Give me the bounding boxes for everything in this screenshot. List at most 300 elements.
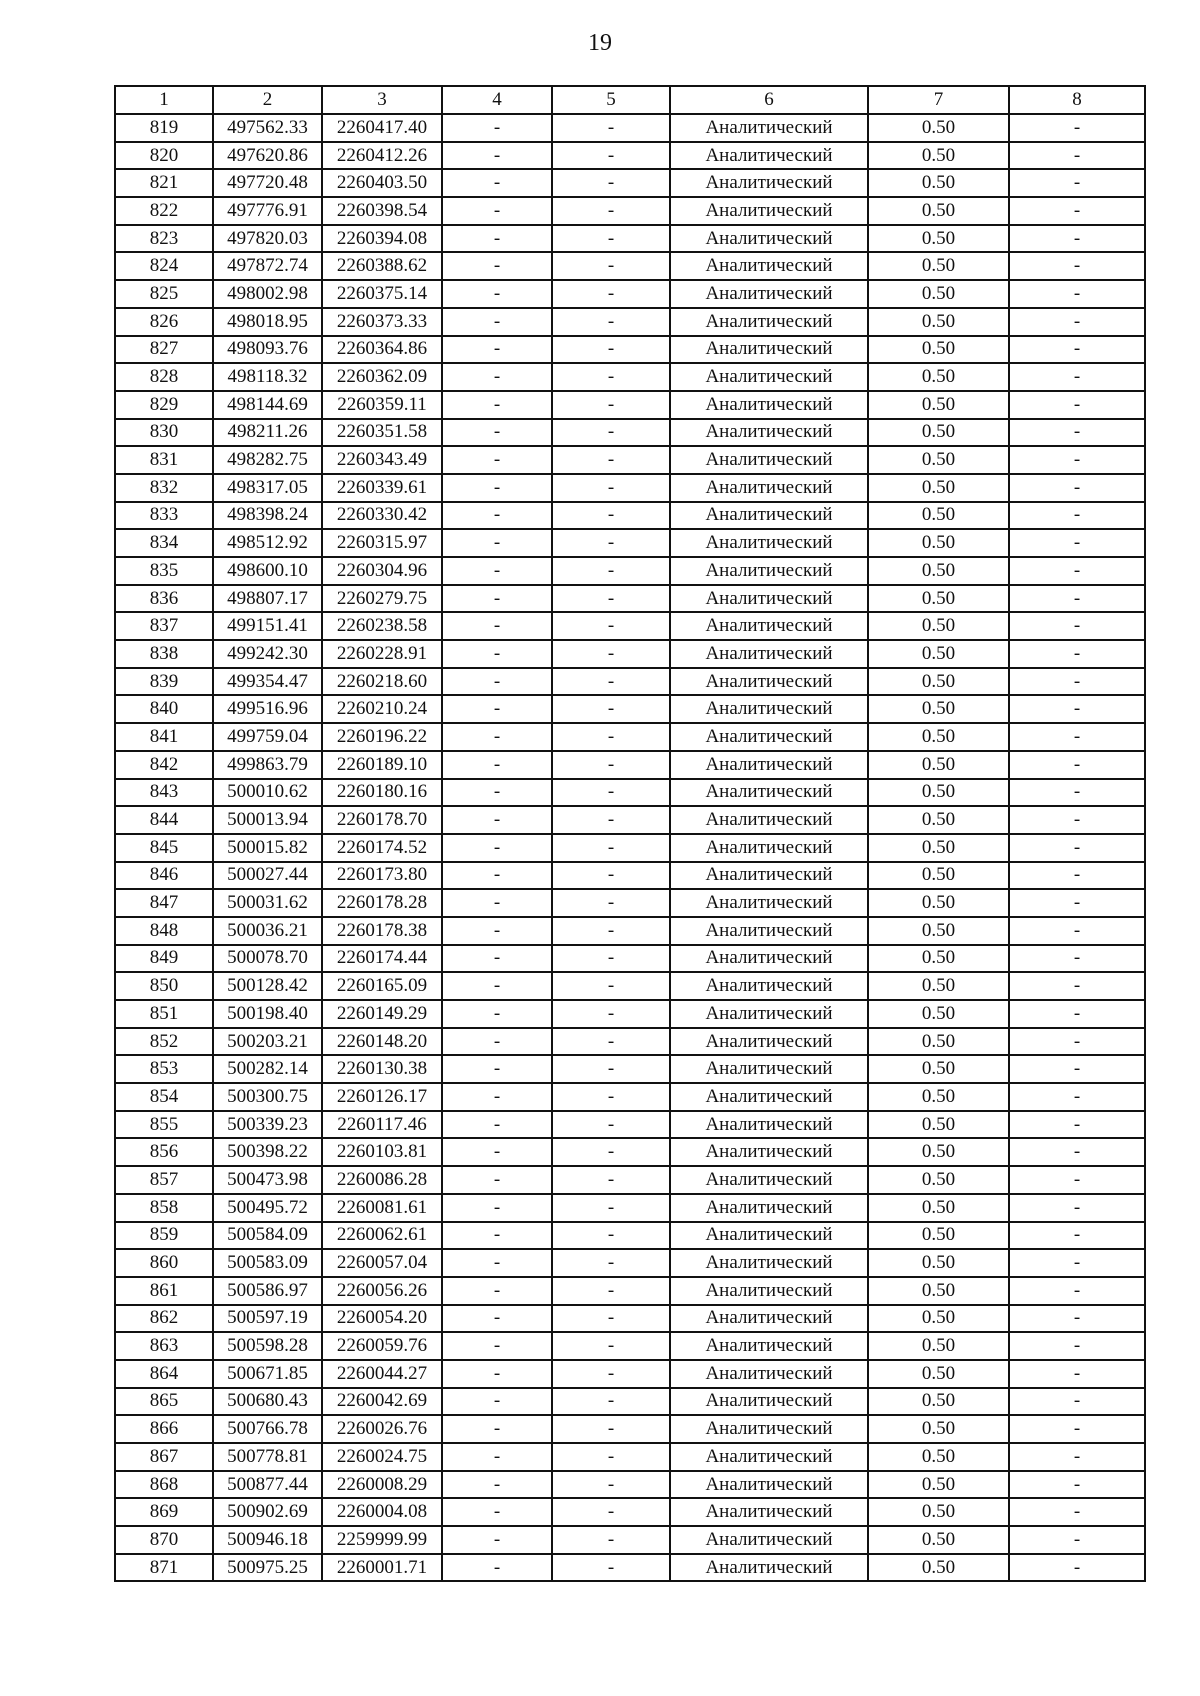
header-row	[115, 86, 1145, 114]
point-number-cell: 825	[115, 280, 213, 308]
x-coordinate-cell: 500078.70	[213, 945, 322, 973]
column-4-cell: -	[442, 1526, 552, 1554]
column-8-cell: -	[1009, 169, 1145, 197]
point-number-cell: 822	[115, 197, 213, 225]
method-cell: Аналитический	[670, 1277, 868, 1305]
column-4-cell: -	[442, 806, 552, 834]
point-number-cell: 837	[115, 612, 213, 640]
column-8-cell: -	[1009, 1166, 1145, 1194]
x-coordinate-cell: 500766.78	[213, 1415, 322, 1443]
y-coordinate-cell: 2260056.26	[322, 1277, 442, 1305]
y-coordinate-cell: 2260210.24	[322, 695, 442, 723]
table-row	[115, 972, 1145, 1000]
table-row	[115, 806, 1145, 834]
point-number-cell: 840	[115, 695, 213, 723]
accuracy-cell: 0.50	[868, 972, 1009, 1000]
table-row	[115, 1443, 1145, 1471]
y-coordinate-cell: 2260059.76	[322, 1332, 442, 1360]
column-5-cell: -	[552, 640, 670, 668]
y-coordinate-cell: 2260228.91	[322, 640, 442, 668]
point-number-cell: 834	[115, 529, 213, 557]
x-coordinate-cell: 500583.09	[213, 1249, 322, 1277]
table-row	[115, 1166, 1145, 1194]
x-coordinate-cell: 500036.21	[213, 917, 322, 945]
point-number-cell: 856	[115, 1138, 213, 1166]
column-5-cell: -	[552, 1332, 670, 1360]
table-row	[115, 779, 1145, 807]
accuracy-cell: 0.50	[868, 169, 1009, 197]
x-coordinate-cell: 499151.41	[213, 612, 322, 640]
y-coordinate-cell: 2260044.27	[322, 1360, 442, 1388]
x-coordinate-cell: 500013.94	[213, 806, 322, 834]
column-5-cell: -	[552, 723, 670, 751]
point-number-cell: 869	[115, 1498, 213, 1526]
table-row	[115, 197, 1145, 225]
point-number-cell: 832	[115, 474, 213, 502]
method-cell: Аналитический	[670, 419, 868, 447]
column-8-cell: -	[1009, 1305, 1145, 1333]
column-8-cell: -	[1009, 1277, 1145, 1305]
column-8-cell: -	[1009, 862, 1145, 890]
x-coordinate-cell: 500128.42	[213, 972, 322, 1000]
method-cell: Аналитический	[670, 142, 868, 170]
method-cell: Аналитический	[670, 557, 868, 585]
y-coordinate-cell: 2260315.97	[322, 529, 442, 557]
accuracy-cell: 0.50	[868, 391, 1009, 419]
point-number-cell: 827	[115, 336, 213, 364]
column-8-cell: -	[1009, 945, 1145, 973]
y-coordinate-cell: 2260054.20	[322, 1305, 442, 1333]
table-row	[115, 1222, 1145, 1250]
column-8-cell: -	[1009, 1471, 1145, 1499]
table-row	[115, 1471, 1145, 1499]
column-8-cell: -	[1009, 917, 1145, 945]
column-4-cell: -	[442, 308, 552, 336]
x-coordinate-cell: 498211.26	[213, 419, 322, 447]
accuracy-cell: 0.50	[868, 1443, 1009, 1471]
x-coordinate-cell: 498807.17	[213, 585, 322, 613]
point-number-cell: 855	[115, 1111, 213, 1139]
method-cell: Аналитический	[670, 1249, 868, 1277]
table-row	[115, 391, 1145, 419]
point-number-cell: 838	[115, 640, 213, 668]
accuracy-cell: 0.50	[868, 1360, 1009, 1388]
accuracy-cell: 0.50	[868, 529, 1009, 557]
y-coordinate-cell: 2260149.29	[322, 1000, 442, 1028]
column-8-cell: -	[1009, 1028, 1145, 1056]
column-8-cell: -	[1009, 1498, 1145, 1526]
point-number-cell: 866	[115, 1415, 213, 1443]
accuracy-cell: 0.50	[868, 114, 1009, 142]
header-cell: 2	[213, 86, 322, 114]
column-4-cell: -	[442, 169, 552, 197]
x-coordinate-cell: 499516.96	[213, 695, 322, 723]
column-4-cell: -	[442, 945, 552, 973]
column-4-cell: -	[442, 391, 552, 419]
column-5-cell: -	[552, 1000, 670, 1028]
y-coordinate-cell: 2260086.28	[322, 1166, 442, 1194]
column-5-cell: -	[552, 1498, 670, 1526]
column-4-cell: -	[442, 1305, 552, 1333]
table-row	[115, 668, 1145, 696]
table-row	[115, 557, 1145, 585]
column-5-cell: -	[552, 225, 670, 253]
y-coordinate-cell: 2260081.61	[322, 1194, 442, 1222]
y-coordinate-cell: 2260343.49	[322, 446, 442, 474]
method-cell: Аналитический	[670, 1222, 868, 1250]
table-row	[115, 1388, 1145, 1416]
column-4-cell: -	[442, 474, 552, 502]
x-coordinate-cell: 497620.86	[213, 142, 322, 170]
method-cell: Аналитический	[670, 1360, 868, 1388]
column-5-cell: -	[552, 1028, 670, 1056]
method-cell: Аналитический	[670, 1526, 868, 1554]
column-4-cell: -	[442, 834, 552, 862]
point-number-cell: 867	[115, 1443, 213, 1471]
method-cell: Аналитический	[670, 1443, 868, 1471]
method-cell: Аналитический	[670, 1305, 868, 1333]
y-coordinate-cell: 2260388.62	[322, 252, 442, 280]
table-row	[115, 585, 1145, 613]
x-coordinate-cell: 500300.75	[213, 1083, 322, 1111]
column-8-cell: -	[1009, 252, 1145, 280]
x-coordinate-cell: 500975.25	[213, 1554, 322, 1582]
accuracy-cell: 0.50	[868, 779, 1009, 807]
table-row	[115, 363, 1145, 391]
accuracy-cell: 0.50	[868, 336, 1009, 364]
x-coordinate-cell: 498398.24	[213, 502, 322, 530]
table-row	[115, 336, 1145, 364]
method-cell: Аналитический	[670, 391, 868, 419]
table-row	[115, 474, 1145, 502]
accuracy-cell: 0.50	[868, 612, 1009, 640]
column-5-cell: -	[552, 280, 670, 308]
method-cell: Аналитический	[670, 640, 868, 668]
column-8-cell: -	[1009, 557, 1145, 585]
accuracy-cell: 0.50	[868, 446, 1009, 474]
x-coordinate-cell: 498118.32	[213, 363, 322, 391]
column-5-cell: -	[552, 1249, 670, 1277]
point-number-cell: 843	[115, 779, 213, 807]
page-number: 19	[588, 30, 612, 56]
column-8-cell: -	[1009, 419, 1145, 447]
table-row	[115, 1111, 1145, 1139]
column-5-cell: -	[552, 834, 670, 862]
point-number-cell: 819	[115, 114, 213, 142]
column-4-cell: -	[442, 1388, 552, 1416]
column-4-cell: -	[442, 779, 552, 807]
method-cell: Аналитический	[670, 1055, 868, 1083]
column-4-cell: -	[442, 336, 552, 364]
point-number-cell: 859	[115, 1222, 213, 1250]
column-4-cell: -	[442, 1222, 552, 1250]
method-cell: Аналитический	[670, 1388, 868, 1416]
table-row	[115, 225, 1145, 253]
table-row	[115, 1360, 1145, 1388]
method-cell: Аналитический	[670, 336, 868, 364]
point-number-cell: 831	[115, 446, 213, 474]
column-4-cell: -	[442, 1194, 552, 1222]
column-5-cell: -	[552, 1138, 670, 1166]
column-8-cell: -	[1009, 529, 1145, 557]
accuracy-cell: 0.50	[868, 252, 1009, 280]
y-coordinate-cell: 2260375.14	[322, 280, 442, 308]
column-4-cell: -	[442, 446, 552, 474]
column-5-cell: -	[552, 1166, 670, 1194]
column-4-cell: -	[442, 225, 552, 253]
accuracy-cell: 0.50	[868, 1471, 1009, 1499]
method-cell: Аналитический	[670, 197, 868, 225]
column-5-cell: -	[552, 612, 670, 640]
x-coordinate-cell: 498093.76	[213, 336, 322, 364]
coordinates-table	[114, 85, 1146, 1582]
method-cell: Аналитический	[670, 169, 868, 197]
method-cell: Аналитический	[670, 834, 868, 862]
column-4-cell: -	[442, 1443, 552, 1471]
column-4-cell: -	[442, 1332, 552, 1360]
column-5-cell: -	[552, 806, 670, 834]
x-coordinate-cell: 500598.28	[213, 1332, 322, 1360]
accuracy-cell: 0.50	[868, 834, 1009, 862]
column-5-cell: -	[552, 446, 670, 474]
point-number-cell: 860	[115, 1249, 213, 1277]
x-coordinate-cell: 498282.75	[213, 446, 322, 474]
accuracy-cell: 0.50	[868, 1055, 1009, 1083]
method-cell: Аналитический	[670, 1194, 868, 1222]
point-number-cell: 870	[115, 1526, 213, 1554]
column-5-cell: -	[552, 585, 670, 613]
method-cell: Аналитический	[670, 252, 868, 280]
point-number-cell: 820	[115, 142, 213, 170]
point-number-cell: 858	[115, 1194, 213, 1222]
y-coordinate-cell: 2260130.38	[322, 1055, 442, 1083]
x-coordinate-cell: 500597.19	[213, 1305, 322, 1333]
column-4-cell: -	[442, 114, 552, 142]
y-coordinate-cell: 2260178.38	[322, 917, 442, 945]
accuracy-cell: 0.50	[868, 142, 1009, 170]
column-5-cell: -	[552, 1360, 670, 1388]
column-8-cell: -	[1009, 1526, 1145, 1554]
header-cell: 3	[322, 86, 442, 114]
table-row	[115, 529, 1145, 557]
column-8-cell: -	[1009, 1138, 1145, 1166]
method-cell: Аналитический	[670, 502, 868, 530]
y-coordinate-cell: 2260394.08	[322, 225, 442, 253]
point-number-cell: 844	[115, 806, 213, 834]
y-coordinate-cell: 2260178.28	[322, 889, 442, 917]
column-4-cell: -	[442, 1111, 552, 1139]
table-row	[115, 1138, 1145, 1166]
point-number-cell: 839	[115, 668, 213, 696]
accuracy-cell: 0.50	[868, 1388, 1009, 1416]
accuracy-cell: 0.50	[868, 668, 1009, 696]
method-cell: Аналитический	[670, 889, 868, 917]
x-coordinate-cell: 500680.43	[213, 1388, 322, 1416]
point-number-cell: 871	[115, 1554, 213, 1582]
point-number-cell: 862	[115, 1305, 213, 1333]
point-number-cell: 842	[115, 751, 213, 779]
x-coordinate-cell: 500473.98	[213, 1166, 322, 1194]
y-coordinate-cell: 2260398.54	[322, 197, 442, 225]
x-coordinate-cell: 500031.62	[213, 889, 322, 917]
column-4-cell: -	[442, 751, 552, 779]
method-cell: Аналитический	[670, 1111, 868, 1139]
header-cell: 8	[1009, 86, 1145, 114]
column-5-cell: -	[552, 862, 670, 890]
method-cell: Аналитический	[670, 723, 868, 751]
accuracy-cell: 0.50	[868, 419, 1009, 447]
y-coordinate-cell: 2260062.61	[322, 1222, 442, 1250]
accuracy-cell: 0.50	[868, 474, 1009, 502]
x-coordinate-cell: 500339.23	[213, 1111, 322, 1139]
column-5-cell: -	[552, 363, 670, 391]
y-coordinate-cell: 2260174.44	[322, 945, 442, 973]
point-number-cell: 836	[115, 585, 213, 613]
y-coordinate-cell: 2260117.46	[322, 1111, 442, 1139]
table-row	[115, 1498, 1145, 1526]
column-4-cell: -	[442, 1249, 552, 1277]
point-number-cell: 829	[115, 391, 213, 419]
x-coordinate-cell: 499354.47	[213, 668, 322, 696]
accuracy-cell: 0.50	[868, 1194, 1009, 1222]
x-coordinate-cell: 500586.97	[213, 1277, 322, 1305]
column-8-cell: -	[1009, 751, 1145, 779]
accuracy-cell: 0.50	[868, 308, 1009, 336]
method-cell: Аналитический	[670, 1415, 868, 1443]
column-5-cell: -	[552, 1277, 670, 1305]
column-8-cell: -	[1009, 1194, 1145, 1222]
x-coordinate-cell: 498512.92	[213, 529, 322, 557]
method-cell: Аналитический	[670, 225, 868, 253]
table-row	[115, 280, 1145, 308]
y-coordinate-cell: 2260412.26	[322, 142, 442, 170]
column-4-cell: -	[442, 1360, 552, 1388]
x-coordinate-cell: 498144.69	[213, 391, 322, 419]
column-4-cell: -	[442, 612, 552, 640]
column-8-cell: -	[1009, 1111, 1145, 1139]
column-5-cell: -	[552, 1222, 670, 1250]
method-cell: Аналитический	[670, 1028, 868, 1056]
accuracy-cell: 0.50	[868, 1277, 1009, 1305]
x-coordinate-cell: 499759.04	[213, 723, 322, 751]
column-8-cell: -	[1009, 446, 1145, 474]
x-coordinate-cell: 500495.72	[213, 1194, 322, 1222]
column-5-cell: -	[552, 142, 670, 170]
table-row	[115, 308, 1145, 336]
column-8-cell: -	[1009, 363, 1145, 391]
point-number-cell: 865	[115, 1388, 213, 1416]
column-8-cell: -	[1009, 1332, 1145, 1360]
column-4-cell: -	[442, 640, 552, 668]
column-8-cell: -	[1009, 197, 1145, 225]
point-number-cell: 823	[115, 225, 213, 253]
x-coordinate-cell: 500198.40	[213, 1000, 322, 1028]
y-coordinate-cell: 2260004.08	[322, 1498, 442, 1526]
table-row	[115, 1249, 1145, 1277]
column-5-cell: -	[552, 169, 670, 197]
column-8-cell: -	[1009, 1222, 1145, 1250]
column-5-cell: -	[552, 336, 670, 364]
column-8-cell: -	[1009, 225, 1145, 253]
header-cell: 4	[442, 86, 552, 114]
column-5-cell: -	[552, 668, 670, 696]
point-number-cell: 847	[115, 889, 213, 917]
column-5-cell: -	[552, 114, 670, 142]
accuracy-cell: 0.50	[868, 862, 1009, 890]
accuracy-cell: 0.50	[868, 585, 1009, 613]
accuracy-cell: 0.50	[868, 1083, 1009, 1111]
y-coordinate-cell: 2260351.58	[322, 419, 442, 447]
column-8-cell: -	[1009, 779, 1145, 807]
method-cell: Аналитический	[670, 114, 868, 142]
y-coordinate-cell: 2260042.69	[322, 1388, 442, 1416]
y-coordinate-cell: 2260403.50	[322, 169, 442, 197]
column-4-cell: -	[442, 142, 552, 170]
method-cell: Аналитический	[670, 1471, 868, 1499]
column-8-cell: -	[1009, 474, 1145, 502]
accuracy-cell: 0.50	[868, 945, 1009, 973]
table-row	[115, 1028, 1145, 1056]
table-row	[115, 751, 1145, 779]
column-4-cell: -	[442, 1000, 552, 1028]
column-8-cell: -	[1009, 1388, 1145, 1416]
column-8-cell: -	[1009, 612, 1145, 640]
y-coordinate-cell: 2260218.60	[322, 668, 442, 696]
method-cell: Аналитический	[670, 917, 868, 945]
column-5-cell: -	[552, 197, 670, 225]
point-number-cell: 821	[115, 169, 213, 197]
table-row	[115, 1055, 1145, 1083]
x-coordinate-cell: 500584.09	[213, 1222, 322, 1250]
column-8-cell: -	[1009, 972, 1145, 1000]
point-number-cell: 826	[115, 308, 213, 336]
column-5-cell: -	[552, 972, 670, 1000]
point-number-cell: 841	[115, 723, 213, 751]
column-8-cell: -	[1009, 142, 1145, 170]
x-coordinate-cell: 497820.03	[213, 225, 322, 253]
table-body	[115, 114, 1145, 1581]
column-8-cell: -	[1009, 723, 1145, 751]
table-row	[115, 1526, 1145, 1554]
accuracy-cell: 0.50	[868, 695, 1009, 723]
table-row	[115, 1554, 1145, 1582]
method-cell: Аналитический	[670, 1138, 868, 1166]
column-4-cell: -	[442, 1138, 552, 1166]
accuracy-cell: 0.50	[868, 1332, 1009, 1360]
column-4-cell: -	[442, 1471, 552, 1499]
table-row	[115, 252, 1145, 280]
point-number-cell: 864	[115, 1360, 213, 1388]
accuracy-cell: 0.50	[868, 917, 1009, 945]
table-row	[115, 114, 1145, 142]
column-5-cell: -	[552, 474, 670, 502]
column-4-cell: -	[442, 557, 552, 585]
y-coordinate-cell: 2260364.86	[322, 336, 442, 364]
table-row	[115, 917, 1145, 945]
column-4-cell: -	[442, 280, 552, 308]
y-coordinate-cell: 2260180.16	[322, 779, 442, 807]
column-5-cell: -	[552, 1305, 670, 1333]
accuracy-cell: 0.50	[868, 889, 1009, 917]
column-4-cell: -	[442, 917, 552, 945]
accuracy-cell: 0.50	[868, 751, 1009, 779]
x-coordinate-cell: 500282.14	[213, 1055, 322, 1083]
accuracy-cell: 0.50	[868, 557, 1009, 585]
column-4-cell: -	[442, 529, 552, 557]
x-coordinate-cell: 500015.82	[213, 834, 322, 862]
accuracy-cell: 0.50	[868, 1498, 1009, 1526]
method-cell: Аналитический	[670, 1498, 868, 1526]
